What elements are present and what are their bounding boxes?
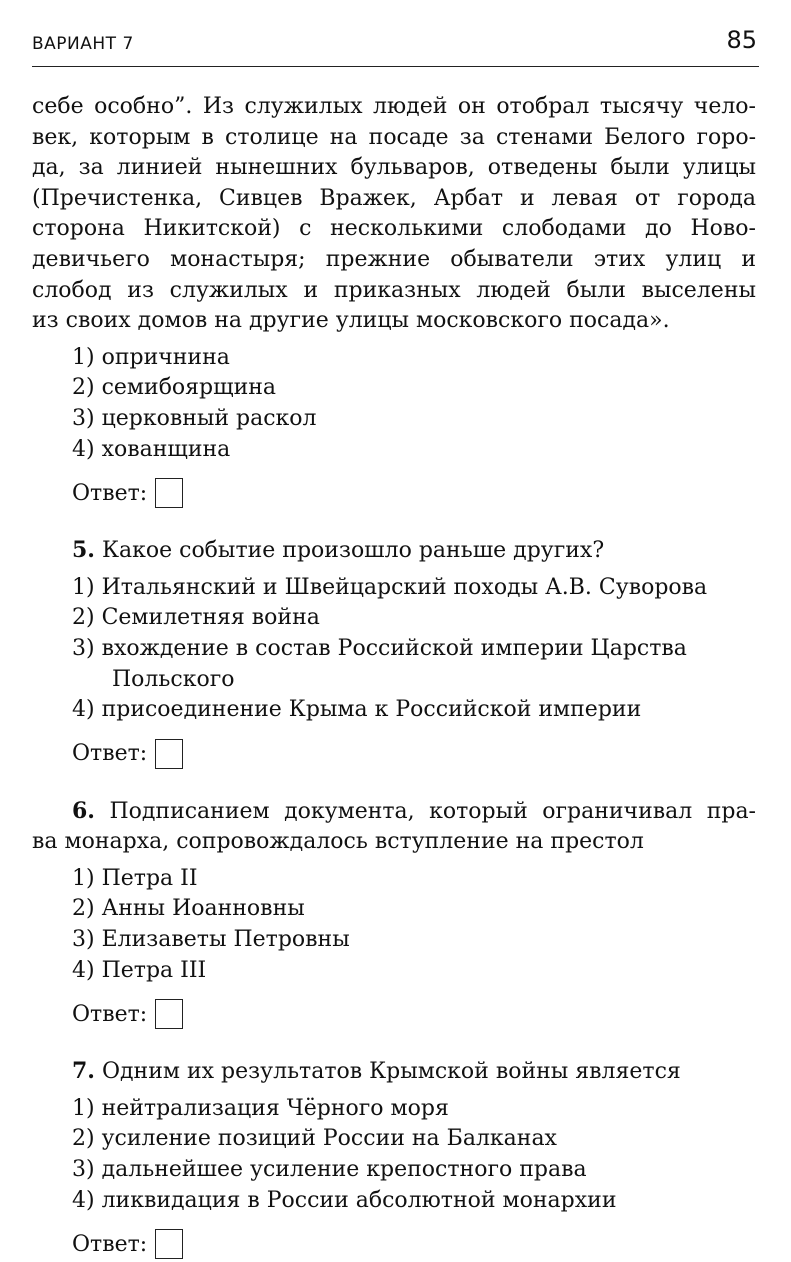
q4-option-2: 2) семибоярщина	[72, 375, 277, 401]
text-line: слобод из служилых и приказных людей были выселены	[32, 277, 756, 303]
q5-option-2: 2) Семилетняя война	[72, 605, 320, 631]
q7-option-4: 4) ликвидация в России абсолютной монархии	[72, 1187, 617, 1213]
q5-option-1: 1) Итальянский и Швейцарский походы А.В. Суворова	[72, 574, 708, 600]
q4-text-continuation	[32, 92, 756, 306]
text-line: (Пречистенка, Сивцев Вражек, Арбат и левая от города	[32, 185, 756, 211]
q6-answer	[32, 996, 756, 1032]
q4-answer-box[interactable]	[155, 478, 183, 508]
q7-option-3: 3) дальнейшее усиление крепостного права	[72, 1157, 587, 1183]
q4-answer	[32, 475, 756, 511]
answer-label: Ответ:	[72, 741, 148, 767]
text-line: из своих домов на другие улицы московского посада».	[32, 308, 670, 334]
q7-option-2: 2) усиление позиций России на Балканах	[72, 1126, 557, 1152]
variant-label: ВАРИАНТ 7	[32, 34, 134, 54]
q6-number: 6.	[72, 797, 95, 824]
q4-text-last-line	[32, 306, 756, 337]
q7-answer	[32, 1226, 756, 1262]
q6-option-3: 3) Елизаветы Петровны	[72, 927, 350, 953]
text-line: сторона Никитской) с несколькими слободами до Ново-	[32, 216, 756, 242]
q6-option-4: 4) Петра III	[72, 957, 207, 983]
page-content	[32, 92, 756, 1262]
q6-question	[32, 796, 756, 858]
q4-option-1: 1) опричнина	[72, 344, 230, 370]
text-line: девичьего монастыря; прежние обыватели этих улиц и	[32, 246, 756, 272]
page-header	[32, 26, 759, 67]
q7-question	[32, 1056, 756, 1088]
q4-option-3: 3) церковный раскол	[72, 405, 317, 431]
text-line: век, которым в столице на посаде за стенами Белого горо-	[32, 124, 756, 150]
page-number: 85	[726, 26, 757, 54]
q5-answer	[32, 736, 756, 772]
q6-answer-box[interactable]	[155, 999, 183, 1029]
q6-line-2: ва монарха, сопровождалось вступление на престол	[32, 829, 644, 855]
q6-text-1: Подписанием документа, который ограничивал пра-	[109, 798, 756, 824]
q6-option-2: 2) Анны Иоанновны	[72, 896, 305, 922]
q4-option-4: 4) хованщина	[72, 436, 231, 462]
q5-option-3: 3) вхождение в состав Российской империи Царства Польского	[72, 635, 687, 692]
q6-line-1	[32, 796, 756, 828]
q7-option-1: 1) нейтрализация Чёрного моря	[72, 1095, 449, 1121]
answer-label: Ответ:	[72, 1231, 148, 1257]
answer-label: Ответ:	[72, 480, 148, 506]
text-line: да, за линией нынешних бульваров, отведены были улицы	[32, 155, 756, 181]
text-line: себе особно”. Из служилых людей он отобрал тысячу чело-	[32, 94, 756, 119]
q6-option-1: 1) Петра II	[72, 865, 198, 891]
q5-answer-box[interactable]	[155, 739, 183, 769]
q5-number: 5.	[72, 537, 95, 564]
q5-question	[32, 535, 756, 567]
q7-number: 7.	[72, 1058, 95, 1085]
q5-option-4: 4) присоединение Крыма к Российской империи	[72, 697, 642, 723]
q7-answer-box[interactable]	[155, 1229, 183, 1259]
answer-label: Ответ:	[72, 1001, 148, 1027]
q5-text: Какое событие произошло раньше других?	[101, 538, 605, 564]
q7-text: Одним их результатов Крымской войны является	[101, 1059, 681, 1085]
